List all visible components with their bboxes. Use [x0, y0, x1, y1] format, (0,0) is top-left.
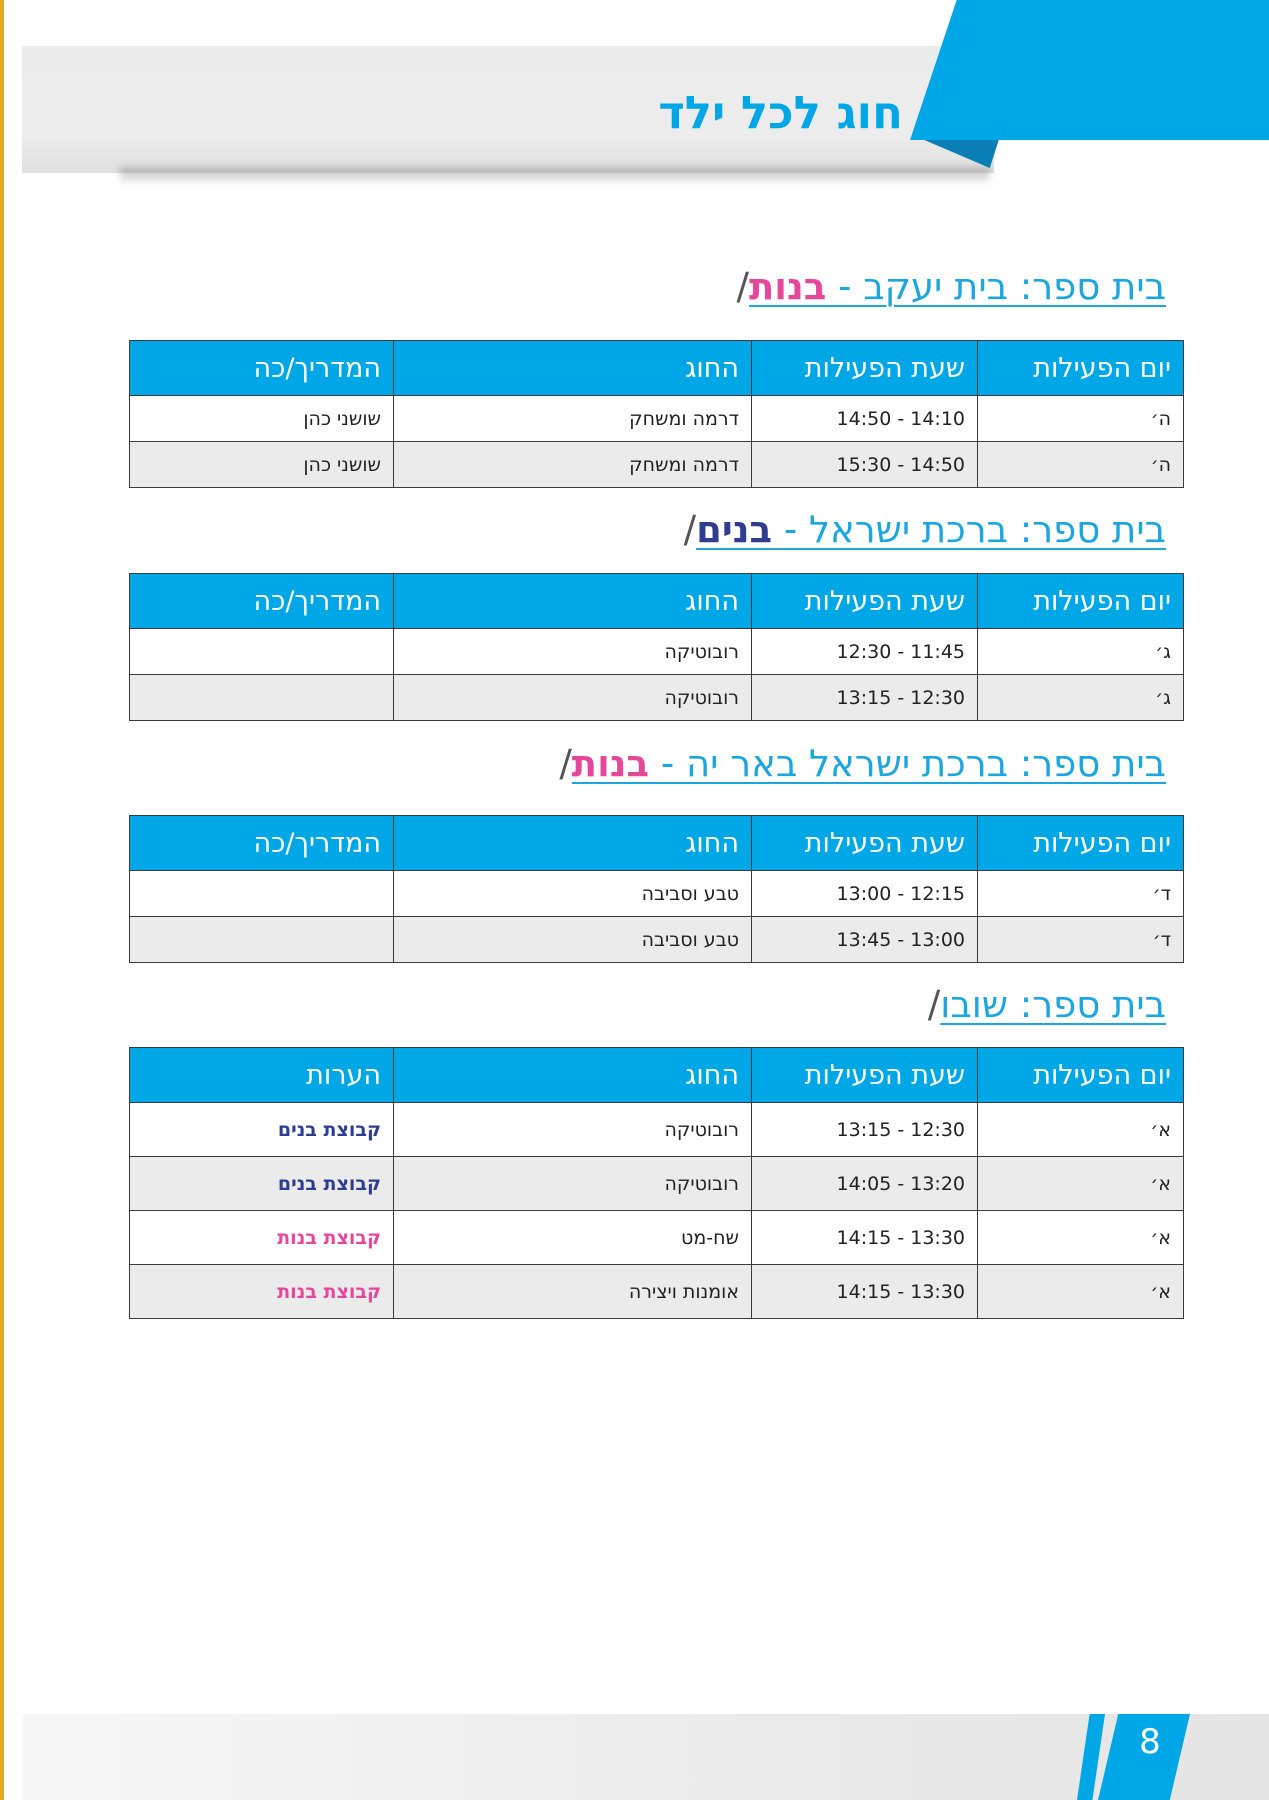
- section-title-beit-yaakov: [737, 265, 1166, 308]
- column-header-day: יום הפעילות: [978, 341, 1184, 396]
- cell-instructor: [130, 675, 394, 721]
- cell-day: ד׳: [978, 871, 1184, 917]
- table-row: [130, 675, 1184, 721]
- cell-time: 11:45 - 12:30: [752, 629, 978, 675]
- cell-club: דרמה ומשחק: [394, 442, 752, 488]
- table-row: [130, 871, 1184, 917]
- column-header-instructor: המדריך/כה: [130, 816, 394, 871]
- cell-instructor: שושני כהן: [130, 396, 394, 442]
- column-header-instructor: המדריך/כה: [130, 341, 394, 396]
- cell-note: קבוצת בנים: [130, 1103, 394, 1157]
- cell-instructor: שושני כהן: [130, 442, 394, 488]
- section-title-birkat-israel: [684, 508, 1166, 551]
- cell-club: רובוטיקה: [394, 675, 752, 721]
- cell-day: ג׳: [978, 629, 1184, 675]
- section-title-birkat-israel-beer-yah: [559, 742, 1166, 785]
- header-accent-shape: [910, 0, 1269, 140]
- column-header-time: שעת הפעילות: [752, 1048, 978, 1103]
- column-header-time: שעת הפעילות: [752, 574, 978, 629]
- cell-time: 13:30 - 14:15: [752, 1211, 978, 1265]
- column-header-time: שעת הפעילות: [752, 341, 978, 396]
- schedule-table-birkat-israel: [129, 573, 1184, 721]
- cell-day: א׳: [978, 1211, 1184, 1265]
- column-header-club: החוג: [394, 574, 752, 629]
- cell-time: 13:30 - 14:15: [752, 1265, 978, 1319]
- cell-time: 14:50 - 15:30: [752, 442, 978, 488]
- column-header-club: החוג: [394, 1048, 752, 1103]
- cell-instructor: [130, 871, 394, 917]
- section-title-text: בית ספר: ברכת ישראל באר יה -: [660, 742, 1166, 785]
- column-header-notes: הערות: [130, 1048, 394, 1103]
- table-row: [130, 1211, 1184, 1265]
- section-title-text: בית ספר: שובו: [940, 983, 1166, 1026]
- cell-day: א׳: [978, 1265, 1184, 1319]
- cell-club: דרמה ומשחק: [394, 396, 752, 442]
- header-shadow: [120, 168, 990, 184]
- cell-day: ה׳: [978, 396, 1184, 442]
- gender-label: בנים: [696, 508, 773, 551]
- column-header-time: שעת הפעילות: [752, 816, 978, 871]
- column-header-day: יום הפעילות: [978, 816, 1184, 871]
- slash-glyph: /: [683, 508, 697, 551]
- section-title-shuvu: [928, 983, 1166, 1026]
- cell-instructor: [130, 629, 394, 675]
- cell-time: 13:00 - 13:45: [752, 917, 978, 963]
- cell-note: קבוצת בנות: [130, 1211, 394, 1265]
- gender-label: בנות: [749, 265, 827, 308]
- cell-club: רובוטיקה: [394, 1157, 752, 1211]
- cell-time: 12:30 - 13:15: [752, 1103, 978, 1157]
- cell-club: טבע וסביבה: [394, 917, 752, 963]
- cell-time: 14:10 - 14:50: [752, 396, 978, 442]
- slash-glyph: /: [736, 265, 750, 308]
- table-row: [130, 1103, 1184, 1157]
- cell-time: 12:30 - 13:15: [752, 675, 978, 721]
- cell-day: ד׳: [978, 917, 1184, 963]
- slash-glyph: /: [559, 742, 572, 785]
- table-row: [130, 396, 1184, 442]
- table-row: [130, 629, 1184, 675]
- table-row: [130, 442, 1184, 488]
- cell-note: קבוצת בנות: [130, 1265, 394, 1319]
- cell-instructor: [130, 917, 394, 963]
- section-title-text: בית ספר: בית יעקב -: [838, 265, 1166, 308]
- cell-day: ג׳: [978, 675, 1184, 721]
- table-row: [130, 1265, 1184, 1319]
- column-header-instructor: המדריך/כה: [130, 574, 394, 629]
- cell-club: רובוטיקה: [394, 1103, 752, 1157]
- section-title-text: בית ספר: ברכת ישראל -: [783, 508, 1166, 551]
- table-row: [130, 917, 1184, 963]
- page-title: חוג לכל ילד: [658, 86, 903, 139]
- cell-club: שח-מט: [394, 1211, 752, 1265]
- column-header-day: יום הפעילות: [978, 574, 1184, 629]
- cell-day: ה׳: [978, 442, 1184, 488]
- page-number: 8: [1139, 1722, 1161, 1762]
- slash-glyph: /: [927, 983, 941, 1026]
- cell-time: 13:20 - 14:05: [752, 1157, 978, 1211]
- column-header-club: החוג: [394, 816, 752, 871]
- cell-note: קבוצת בנים: [130, 1157, 394, 1211]
- cell-time: 12:15 - 13:00: [752, 871, 978, 917]
- column-header-club: החוג: [394, 341, 752, 396]
- table-row: [130, 1157, 1184, 1211]
- cell-club: אומנות ויצירה: [394, 1265, 752, 1319]
- cell-day: א׳: [978, 1103, 1184, 1157]
- left-edge-stripe: [0, 0, 4, 1800]
- column-header-day: יום הפעילות: [978, 1048, 1184, 1103]
- cell-club: טבע וסביבה: [394, 871, 752, 917]
- schedule-table-birkat-israel-beer-yah: [129, 815, 1184, 963]
- schedule-table-shuvu: [129, 1047, 1184, 1319]
- cell-day: א׳: [978, 1157, 1184, 1211]
- cell-club: רובוטיקה: [394, 629, 752, 675]
- schedule-table-beit-yaakov: [129, 340, 1184, 488]
- gender-label: בנות: [571, 742, 650, 785]
